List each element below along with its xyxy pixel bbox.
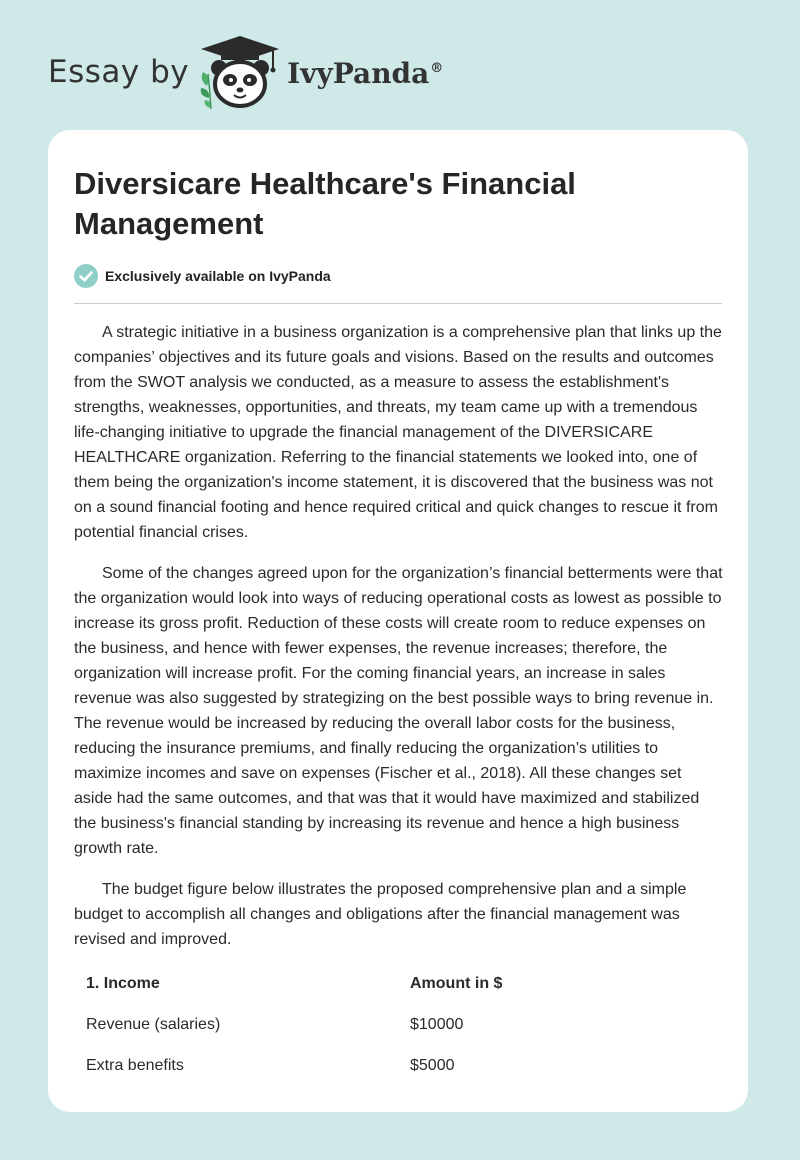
table-header-row — [74, 963, 722, 1004]
paragraph: Some of the changes agreed upon for the organization’s financial betterments were that the organization would look into ways of reducing operational costs as lowest as possible to increase its gross profit. Reduction of these costs will create room to reduce expenses on the business, and hence with fewer expenses, the revenue increases; therefore, the organization will increase profit. For the coming financial years, an increase in sales revenue was also suggested by strategizing on the best possible ways to bring revenue in. The revenue would be increased by reducing the overall labor costs for the business, reducing the insurance premiums, and finally reducing the organization’s utilities to maximize incomes and save on expenses (Fischer et al., 2018). All these changes set aside had the same outcomes, and that was that it would have maximized and stabilized the business's financial standing by increasing its revenue and hence a high business growth rate. — [74, 565, 723, 857]
page-title: Diversicare Healthcare's Financial Management — [74, 166, 576, 241]
table-header-cell: 1. Income — [86, 974, 160, 992]
table-header-cell: Amount in $ — [410, 974, 503, 992]
table-cell: Revenue (salaries) — [86, 1015, 221, 1033]
registered-mark: ® — [430, 61, 444, 77]
brand-prefix: Essay by — [48, 54, 190, 90]
table-cell: $10000 — [410, 1015, 464, 1033]
table-cell: $5000 — [410, 1056, 455, 1074]
article-card — [48, 130, 748, 1112]
budget-table — [74, 963, 722, 1086]
table-row — [74, 1045, 722, 1086]
divider — [74, 303, 722, 304]
exclusive-label: Exclusively available on IvyPanda — [105, 268, 331, 284]
article-body — [74, 320, 724, 968]
brand-header[interactable] — [48, 34, 443, 110]
brand-name-text: IvyPanda — [287, 56, 430, 90]
paragraph: The budget figure below illustrates the proposed comprehensive plan and a simple budget to accomplish all changes and obligations after the financial management was revised and improved. — [74, 881, 687, 948]
panda-graduate-icon — [197, 34, 283, 110]
table-cell: Extra benefits — [86, 1056, 184, 1074]
exclusive-badge — [74, 264, 331, 288]
brand-name — [287, 57, 443, 90]
paragraph: A strategic initiative in a business organization is a comprehensive plan that links up the companies’ objectives and its future goals and visions. Based on the results and outcomes from the SWOT analysis we conducted, as a measure to assess the establishment's strengths, weaknesses, opportunities, and threats, my team came up with a tremendous life-changing initiative to upgrade the financial management of the DIVERSICARE HEALTHCARE organization. Referring to the financial statements we looked into, one of them being the organization's income statement, it is discovered that the business was not on a sound financial footing and hence required critical and quick changes to rescue it from potential financial crises. — [74, 324, 722, 541]
table-row — [74, 1004, 722, 1045]
check-circle-icon — [74, 264, 98, 288]
